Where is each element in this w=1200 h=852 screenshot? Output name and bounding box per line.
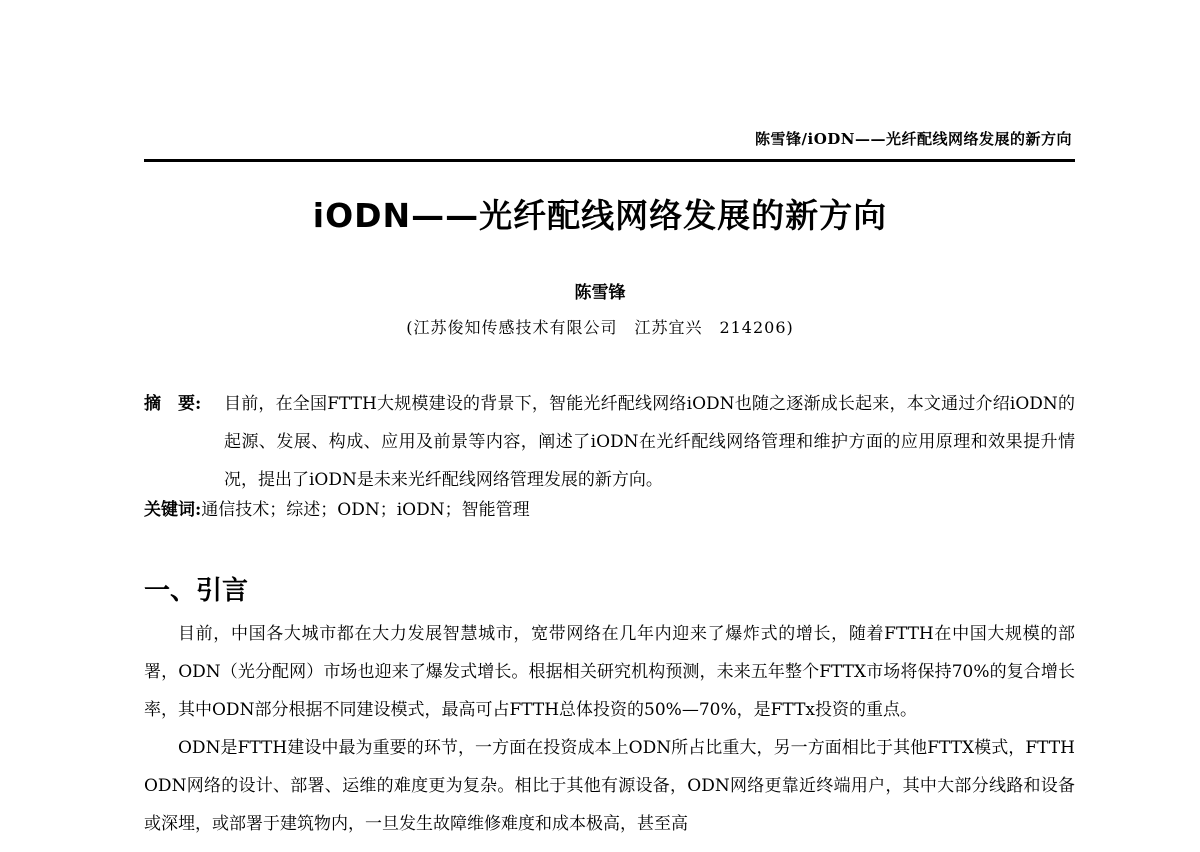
- keywords-text: 通信技术；综述；ODN；iODN；智能管理: [201, 500, 530, 520]
- abstract: [144, 385, 1075, 499]
- abstract-text: 目前，在全国FTTH大规模建设的背景下，智能光纤配线网络iODN也随之逐渐成长起来，本文通过介绍iODN的起源、发展、构成、应用及前景等内容，阐述了iODN在光纤配线网络管理和维护方面的应用原理和效果提升情况，提出了iODN是未来光纤配线网络管理发展的新方向。: [224, 394, 1075, 490]
- keywords: [144, 496, 1075, 524]
- running-head: 陈雪锋/iODN——光纤配线网络发展的新方向: [755, 130, 1072, 148]
- header-rule: [144, 159, 1075, 162]
- abstract-label: 摘 要:: [144, 394, 202, 414]
- section-heading: 一、引言: [144, 576, 249, 606]
- section-body: [144, 615, 1075, 843]
- author-affiliation: (江苏俊知传感技术有限公司 江苏宜兴 214206): [406, 318, 794, 337]
- paragraph: ODN是FTTH建设中最为重要的环节，一方面在投资成本上ODN所占比重大，另一方面相比于其他FTTX模式，FTTH ODN网络的设计、部署、运维的难度更为复杂。相比于其他有源设备，ODN网络更靠近终端用户，其中大部分线路和设备或深埋，或部署于建筑物内，一旦发生故障维修难度和成本极高，甚至高: [144, 738, 1075, 834]
- paragraph: 目前，中国各大城市都在大力发展智慧城市，宽带网络在几年内迎来了爆炸式的增长，随着FTTH在中国大规模的部署，ODN（光分配网）市场也迎来了爆发式增长。根据相关研究机构预测，未来五年整个FTTX市场将保持70%的复合增长率，其中ODN部分根据不同建设模式，最高可占FTTH总体投资的50%—70%，是FTTx投资的重点。: [144, 624, 1075, 720]
- author-name: 陈雪锋: [574, 283, 626, 303]
- paper-title: iODN——光纤配线网络发展的新方向: [312, 196, 888, 235]
- keywords-label: 关键词:: [144, 500, 202, 520]
